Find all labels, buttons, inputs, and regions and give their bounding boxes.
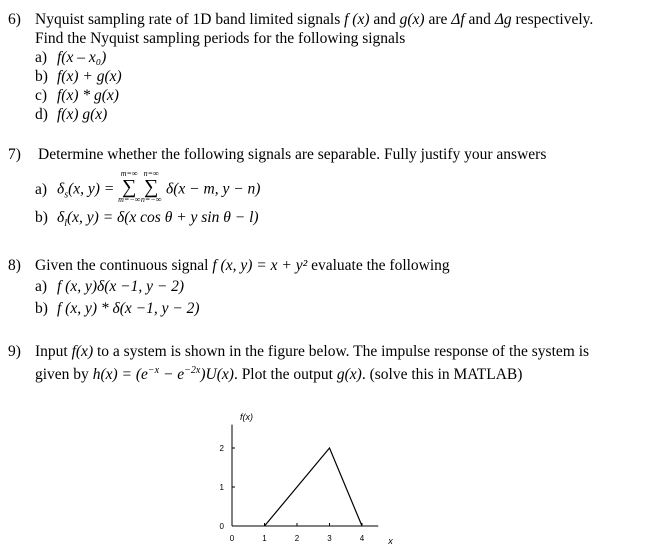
q9-line2: given by $h(x) = (e^{-x} - e^{-2x})U(x)$. Plot the output g(x). (solve this in MATLAB) [35, 365, 523, 384]
q6-item-b: b) f(x) + g(x) [35, 68, 122, 85]
question-7 [8, 145, 547, 233]
signal-line [265, 448, 363, 526]
q7-item-b: b) $\delta_l(x$, y) = δ(x cos θ + y sin θ − l) [35, 209, 259, 230]
delta-f: Δf [451, 11, 465, 28]
x-tick-label: 3 [327, 534, 332, 543]
question-number: 6) [8, 11, 21, 28]
q8-item-b: b) f (x, y) * δ(x −1, y − 2) [35, 300, 200, 317]
x-axis-label: x [388, 536, 393, 546]
question-9: 9) Input f(x) to a system is shown in the figure below. The impulse response of the system is given by $h(x) = (e^{-x} - e^{-2x})U(x)$. Plot the output g(x). (solve this in MATLAB) [8, 343, 590, 384]
gx-math: g(x) [399, 11, 425, 28]
q6-item-a: a) f(x – x₀) [35, 49, 107, 66]
y-axis-label: f(x) [240, 412, 253, 422]
q6-text: Nyquist sampling rate of 1D band limited signals [35, 11, 345, 28]
question-6: 6) Nyquist sampling rate of 1D band limited signals f (x) and g(x) are Δf and Δg respectively. Find the Nyquist sampling periods for the following signals a) f(x – x₀) b) f(x) + g(x) c) f(x) * g(x) d) f(x) g(x) [8, 11, 594, 123]
x-tick-label: 0 [229, 534, 235, 543]
question-number: 7) [8, 146, 21, 163]
x-tick-label: 4 [359, 534, 365, 543]
input-signal-plot [205, 405, 395, 555]
sum-symbol: n=∞ ∑ n=−∞ [140, 169, 162, 204]
q8-item-a: a) f (x, y)δ(x −1, y − 2) [35, 278, 185, 295]
q7-item-a: a) $\delta_s(x$, y) = m=∞ ∑ m=−∞ n=∞ ∑ n=−∞ δ(x − m, y − n) [35, 169, 261, 204]
q6-line2: Find the Nyquist sampling periods for the following signals [35, 30, 406, 47]
impulse-response: $h(x) = (e^{-x} - e^{-2x})U(x)$ [92, 365, 234, 384]
q7-text: Determine whether the following signals are separable. Fully justify your answers [38, 146, 547, 163]
sum-symbol: m=∞ ∑ m=−∞ [118, 169, 141, 204]
y-tick-label: 2 [219, 444, 224, 453]
question-8: 8) Given the continuous signal f (x, y) = x + y² evaluate the following a) f (x, y)δ(x −1, y − 2) b) f (x, y) * δ(x −1, y − 2) [8, 257, 450, 317]
question-number: 9) [8, 343, 21, 360]
question-number: 8) [8, 257, 21, 274]
x-tick-label: 1 [262, 534, 267, 543]
y-tick-label: 1 [219, 483, 224, 492]
signal-definition: f (x, y) = x + y² [212, 257, 308, 274]
x-tick-label: 2 [294, 534, 300, 543]
delta-g: Δg [494, 11, 512, 28]
y-tick-label: 0 [219, 522, 224, 531]
q6-item-c: c) f(x) * g(x) [35, 87, 119, 104]
fx-math: f (x) [344, 11, 370, 28]
q6-item-d: d) f(x) g(x) [35, 106, 108, 123]
